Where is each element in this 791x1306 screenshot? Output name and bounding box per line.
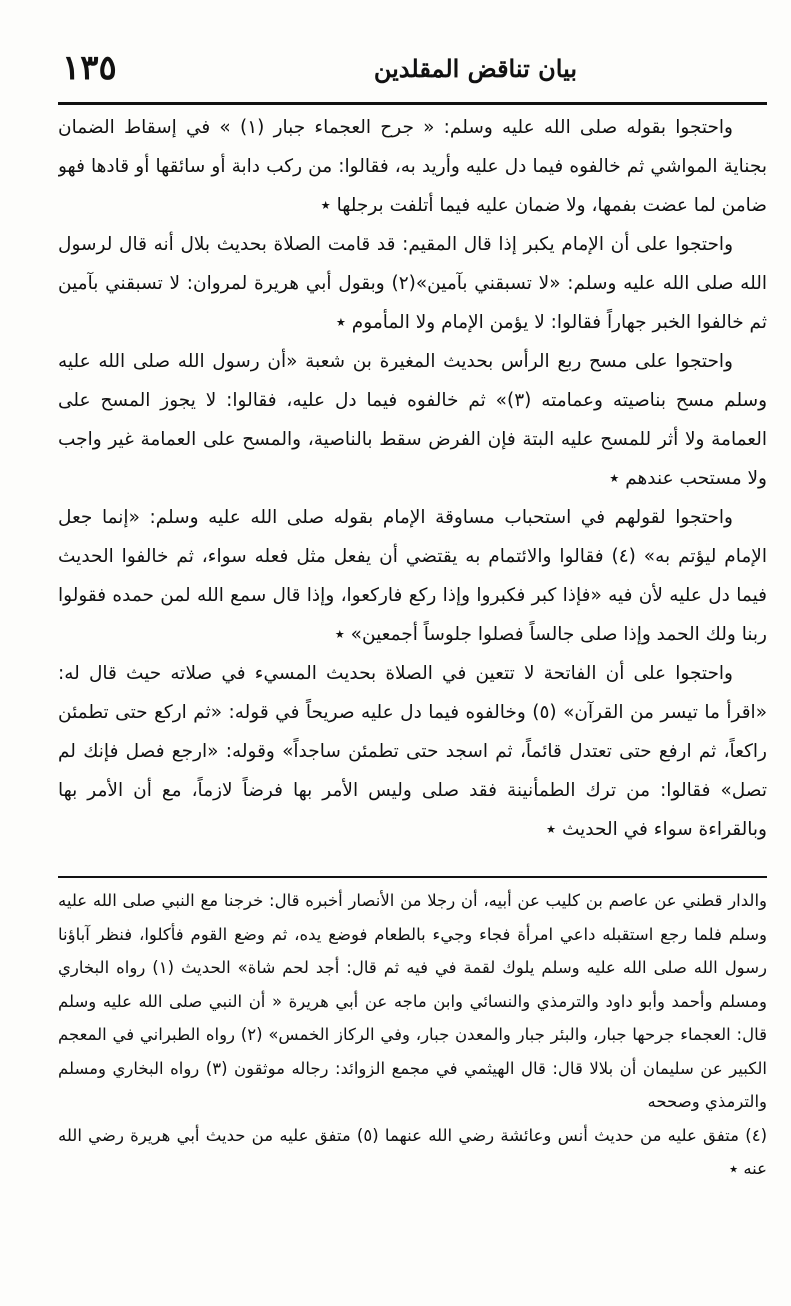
main-text: [58, 108, 767, 860]
footnote-rule: [58, 876, 767, 878]
header-rule: [58, 102, 767, 105]
main-paragraph: واحتجوا على أن الفاتحة لا تتعين في الصلاة بحديث المسيء في صلاته حيث قال له: «اقرأ ما تيسر من القرآن» (٥) وخالفوه فيما دل عليه صريحاً في قوله: «ثم اركع حتى تطمئن راكعاً، ثم ارفع حتى تعتدل قائماً، ثم اسجد حتى تطمئن ساجداً» وقوله: «ارجع فصل فإنك لم تصل» فقالوا: من ترك الطمأنينة فقد صلى وليس الأمر بها فرضاً لازماً، مع أن الأمر بها وبالقراءة سواء في الحديث ٭: [58, 663, 767, 840]
footnote-paragraph: (٤) متفق عليه من حديث أنس وعائشة رضي الله عنهما (٥) متفق عليه من حديث أبي هريرة رضي الله عنه ٭: [58, 1125, 767, 1178]
page-number: ١٣٥: [62, 48, 117, 88]
footnote-paragraph: والدار قطني عن عاصم بن كليب عن أبيه، أن رجلا من الأنصار أخبره قال: خرجنا مع النبي صلى الله عليه وسلم فلما رجع استقبله داعي امرأة فجاء وجيء بالطعام فوضع يده، ثم وضع القوم فأكلوا، فنظر آباؤنا رسول الله صلى الله عليه وسلم يلوك لقمة في فيه ثم قال: أجد لحم شاة» الحديث (١) رواه البخاري ومسلم وأحمد وأبو داود والترمذي والنسائي وابن ماجه عن أبي هريرة « أن النبي صلى الله عليه وسلم قال: العجماء جرحها جبار، والبئر جبار والمعدن جبار، وفي الركاز الخمس» (٢) رواه الطبراني في المعجم الكبير عن سليمان أن بلالا قال: قال الهيثمي في مجمع الزوائد: رجاله موثقون (٣) رواه البخاري ومسلم والترمذي وصححه: [58, 891, 767, 1111]
main-paragraph: واحتجوا لقولهم في استحباب مساوقة الإمام بقوله صلى الله عليه وسلم: «إنما جعل الإمام ليؤتم به» (٤) فقالوا والائتمام به يقتضي أن يفعل مثل فعله سواء، ثم خالفوا الحديث فيما دل عليه لأن فيه «فإذا كبر فكبروا وإذا ركع فاركعوا، وإذا قال سمع الله لمن حمده فقولوا ربنا ولك الحمد وإذا صلى جالساً فصلوا جلوساً أجمعين» ٭: [58, 507, 767, 645]
running-title: بيان تناقض المقلدين: [373, 54, 577, 83]
main-paragraph: واحتجوا على أن الإمام يكبر إذا قال المقيم: قد قامت الصلاة بحديث بلال أنه قال لرسول الله صلى الله عليه وسلم: «لا تسبقني بآمين»(٢) وبقول أبي هريرة لمروان: لا تسبقني بآمين ثم خالفوا الخبر جهاراً فقالوا: لا يؤمن الإمام ولا المأموم ٭: [58, 234, 767, 333]
main-paragraph: واحتجوا على مسح ربع الرأس بحديث المغيرة بن شعبة «أن رسول الله صلى الله عليه وسلم مسح بناصيته وعمامته (٣)» ثم خالفوه فيما دل عليه، فقالوا: لا يجوز المسح على العمامة ولا أثر للمسح عليه البتة فإن الفرض سقط بالناصية، والمسح على العمامة غير واجب ولا مستحب عندهم ٭: [58, 351, 767, 489]
main-paragraph: واحتجوا بقوله صلى الله عليه وسلم: « جرح العجماء جبار (١) » في إسقاط الضمان بجناية المواشي ثم خالفوه فيما دل عليه وأريد به، فقالوا: من ركب دابة أو سائقها أو قادها فهو ضامن لما عضت بفمها، ولا ضمان عليه فيما أتلفت برجلها ٭: [58, 117, 767, 216]
page-header: [58, 50, 767, 102]
footnotes: [58, 884, 767, 1284]
